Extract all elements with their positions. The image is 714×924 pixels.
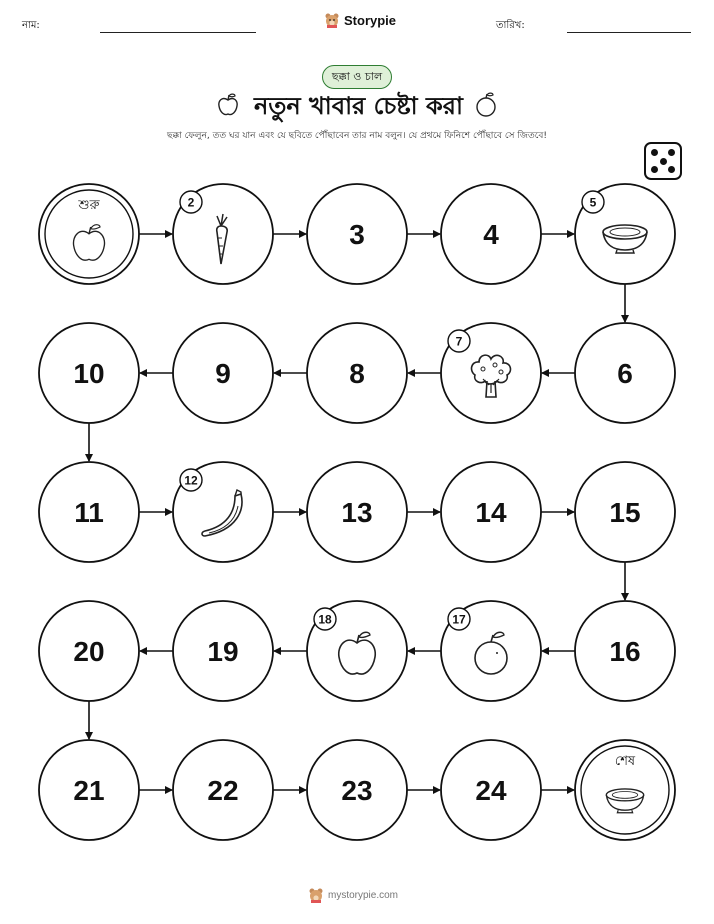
board-space-22 [173, 740, 273, 840]
space-number: 9 [215, 358, 231, 389]
board-space-24 [441, 740, 541, 840]
space-number: 13 [341, 497, 373, 528]
space-number: 22 [207, 775, 239, 806]
space-number: 23 [341, 775, 373, 806]
board-space-9 [173, 323, 273, 423]
footer-url: mystorypie.com [328, 889, 399, 901]
finish-space [575, 740, 675, 840]
board-space-18 [307, 601, 407, 701]
space-number: 5 [589, 195, 597, 210]
board-space-20 [39, 601, 139, 701]
footer [308, 887, 398, 903]
space-number: 3 [349, 219, 365, 250]
space-number: 18 [318, 612, 332, 627]
board-space-21 [39, 740, 139, 840]
board-space-12 [173, 462, 273, 562]
board-space-16 [575, 601, 675, 701]
instructions: ছক্কা ফেলুন, তত ঘর যান এবং যে ছবিতে পৌঁছাবেন তার নাম বলুন। যে প্রথমে ফিনিশে পৌঁছাবে সে জিতবে! [167, 131, 547, 141]
board-space-11 [39, 462, 139, 562]
start-space [39, 184, 139, 284]
space-number: 8 [349, 358, 365, 389]
page-title: নতুন খাবার চেষ্টা করা [254, 92, 463, 120]
board-space-17 [441, 601, 541, 701]
board-space-19 [173, 601, 273, 701]
space-number: 15 [609, 497, 641, 528]
space-number: 11 [74, 497, 104, 528]
space-number: 10 [73, 358, 105, 389]
space-number: 12 [184, 473, 198, 488]
board-space-4 [441, 184, 541, 284]
board-space-23 [307, 740, 407, 840]
date-label: তারিখ: [496, 20, 525, 31]
board-space-3 [307, 184, 407, 284]
bear-mascot-icon [308, 887, 324, 903]
name-label: নাম: [22, 20, 40, 31]
space-number: 14 [475, 497, 507, 528]
space-number: 4 [483, 219, 499, 250]
board-space-10 [39, 323, 139, 423]
board-space-7 [441, 323, 541, 423]
category-tag: ছক্কা ও চাল [322, 65, 392, 89]
space-number: 7 [455, 334, 463, 349]
space-number: 6 [617, 358, 633, 389]
space-number: 20 [73, 636, 105, 667]
space-number: 21 [73, 775, 105, 806]
board-space-14 [441, 462, 541, 562]
finish-label: শেষ [614, 754, 636, 769]
start-label: শুরু [78, 198, 100, 213]
space-number: 19 [207, 636, 239, 667]
board-space-15 [575, 462, 675, 562]
space-number: 2 [187, 195, 195, 210]
board-space-6 [575, 323, 675, 423]
board-space-13 [307, 462, 407, 562]
board-space-8 [307, 323, 407, 423]
brand-name: Storypie [344, 12, 397, 28]
board-space-5 [575, 184, 675, 284]
board-space-2 [173, 184, 273, 284]
space-number: 24 [475, 775, 507, 806]
space-number: 16 [609, 636, 641, 667]
space-number: 17 [452, 612, 466, 627]
